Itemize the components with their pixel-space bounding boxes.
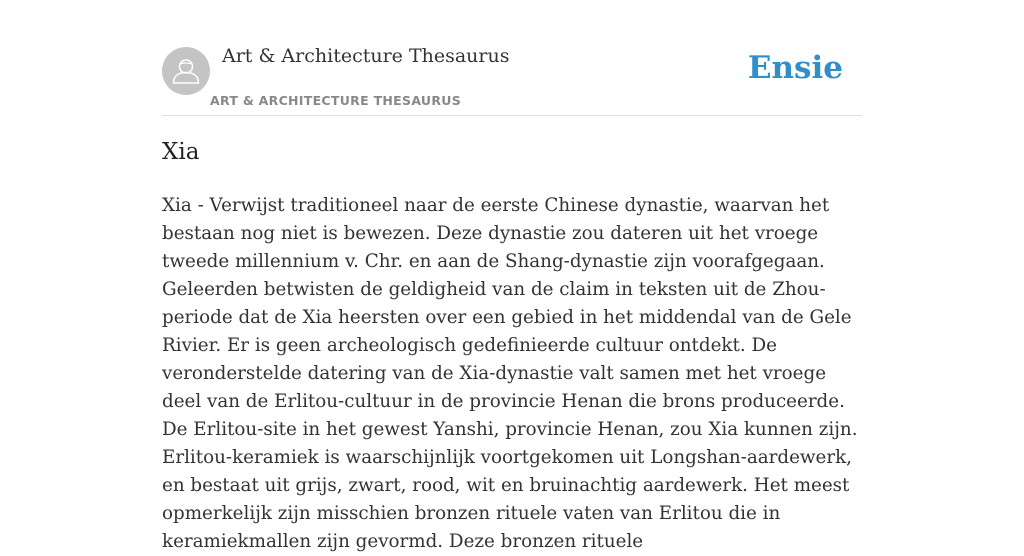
ensie-logo[interactable]: Ensie xyxy=(747,50,843,86)
source-title[interactable]: Art & Architecture Thesaurus xyxy=(222,45,510,67)
source-avatar[interactable] xyxy=(162,47,210,95)
source-header xyxy=(162,0,862,116)
user-outline-icon xyxy=(162,47,210,95)
term-title: Xia xyxy=(162,139,200,165)
term-definition: Xia - Verwijst traditioneel naar de eerste Chinese dynastie, waarvan het bestaan nog niet is bewezen. Deze dynastie zou dateren uit het vroege tweede millennium v. Chr. en aan de Shang-dynastie zijn voorafgegaan. Geleerden betwisten de geldigheid van de claim in teksten uit de Zhou-periode dat de Xia heersten over een gebied in het middendal van de Gele Rivier. Er is geen archeologisch gedefinieerde cultuur ontdekt. De veronderstelde datering van de Xia-dynastie valt samen met het vroege deel van de Erlitou-cultuur in de provincie Henan die brons produceerde. De Erlitou-site in het gewest Yanshi, provincie Henan, zou Xia kunnen zijn. Erlitou-keramiek is waarschijnlijk voortgekomen uit Longshan-aardewerk, en bestaat uit grijs, zwart, rood, wit en bruinachtig aardewerk. Het meest opmerkelijk zijn misschien bronzen rituele vaten van Erlitou die in keramiekmallen zijn gevormd. Deze bronzen rituele xyxy=(162,195,858,552)
source-subtitle[interactable]: ART & ARCHITECTURE THESAURUS xyxy=(210,93,462,108)
